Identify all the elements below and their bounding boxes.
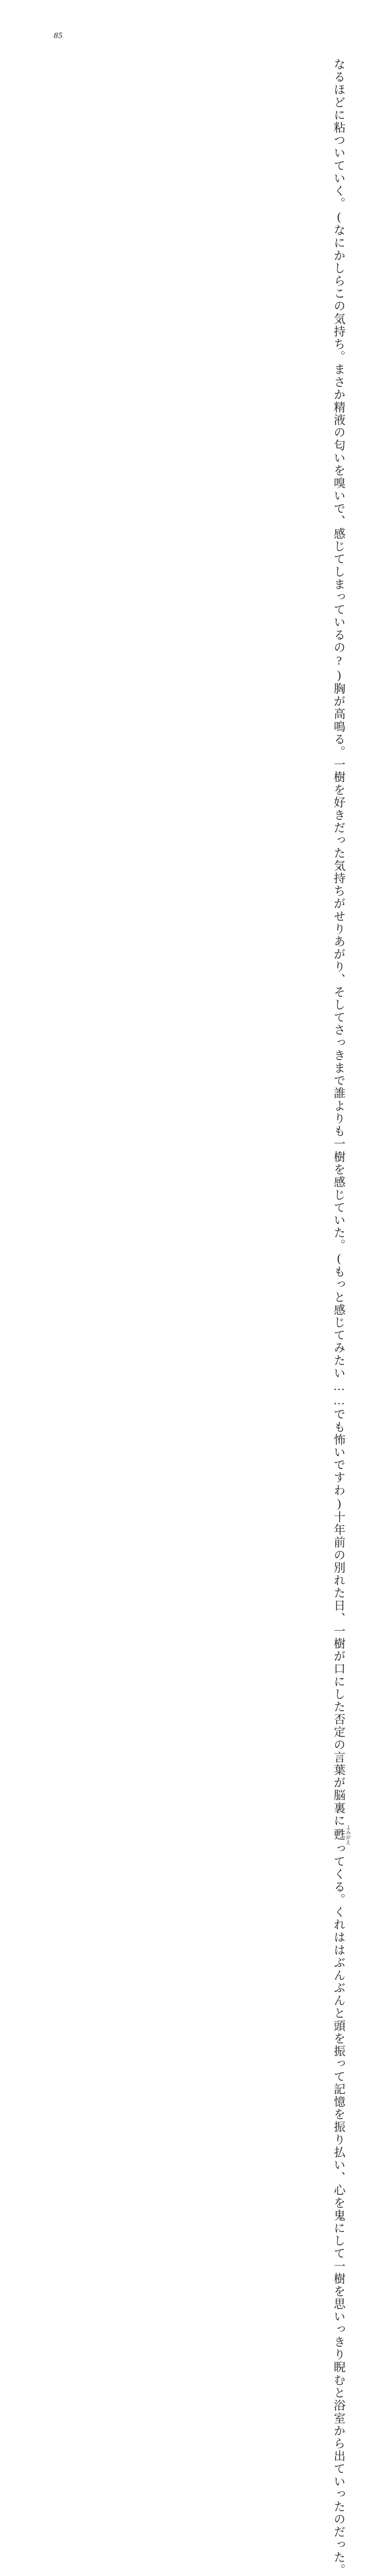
- page-number: 85: [54, 31, 63, 40]
- text-line: なるほどに粘ついていく。: [332, 58, 346, 210]
- text-line: (もっと感じてみたい……でも怖いですわ): [332, 1251, 346, 1511]
- text-line-with-ruby: [39, 1511, 352, 1906]
- ruby-annotation: [332, 1825, 351, 1845]
- vertical-text-block: [39, 58, 352, 2576]
- text-line: (なにかしらこの気持ち。まさか精液の匂いを嗅いで、感じてしまっているの?): [332, 210, 346, 683]
- ruby-base: 甦: [332, 1825, 346, 1845]
- text-line: 胸が高鳴る。一樹を好きだった気持ちがせりあがり、そしてさっきまで誰よりも一: [332, 682, 346, 1151]
- text-line-segment-before-ruby: 十年前の別れた日、一樹が口にした否定の言葉が脳裏に: [332, 1511, 346, 1828]
- ruby-text: よみがえ: [345, 1825, 351, 1845]
- text-line: 樹を感じていた。: [332, 1150, 346, 1252]
- text-line: くれははぶんぶんと頭を振って記憶を振り払い、心を鬼にして一樹を思いっきり睨: [332, 1906, 346, 2374]
- text-line: むと浴室から出ていったのだった。: [332, 2374, 346, 2576]
- text-line-segment-after-ruby: ってくる。: [332, 1843, 346, 1906]
